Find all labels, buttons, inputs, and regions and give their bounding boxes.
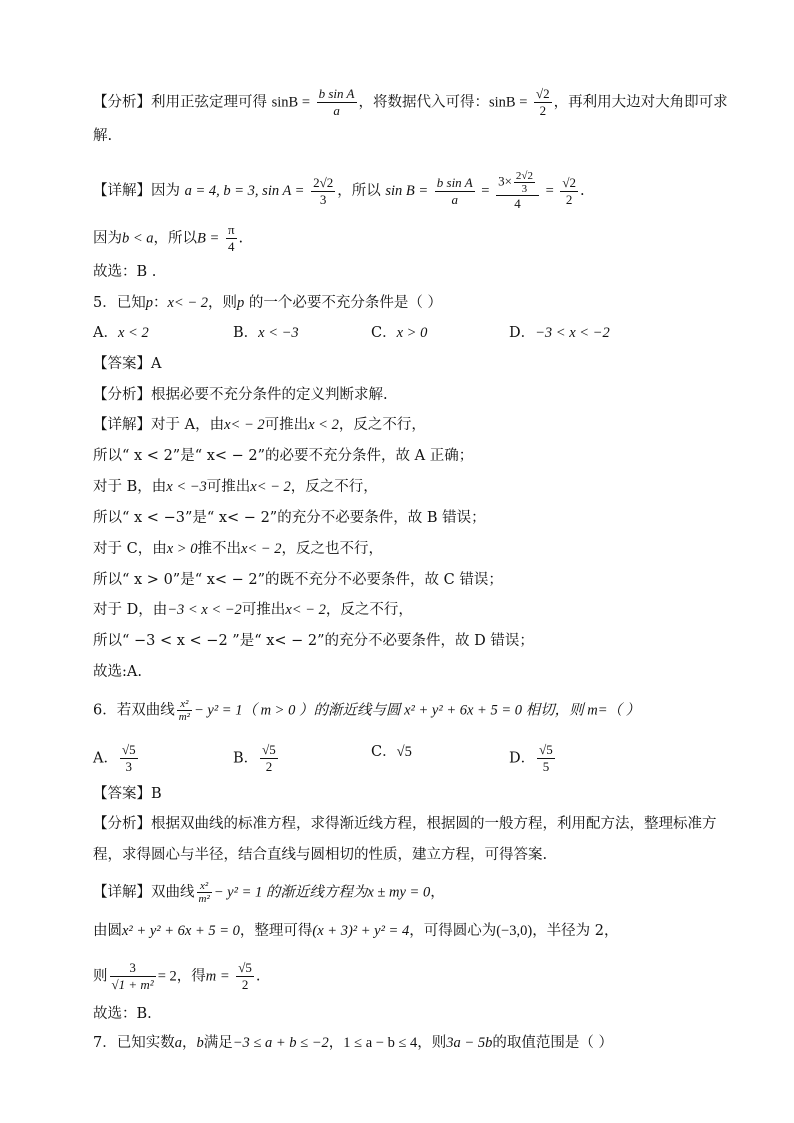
question-7-stem: 7．已知实数a，b满足−3 ≤ a + b ≤ −2，1 ≤ a − b ≤ 4，则3a − 5b的取值范围是（ ）	[93, 1035, 613, 1051]
option-b: B． $\frac{√5}{2}$	[233, 742, 276, 774]
question-5-stem: 5．已知p：x< − 2，则p 的一个必要不充分条件是（ ）	[93, 295, 442, 311]
choice-q4: 故选：B .	[93, 264, 157, 280]
detail-q6-line3: 则 $\frac{3}{\text{√1 + m²}}$ = 2，得m = $\frac{√5}{2}$ .	[93, 960, 261, 992]
detail-q4-line2: 因为b < a，所以B = $\frac{\pi}{4}$ .	[93, 222, 244, 254]
option-c: C．x > 0	[371, 325, 428, 341]
option-d: D．−3 < x < −2	[509, 325, 610, 341]
detail-q5-line1: 【详解】对于 A，由x< − 2可推出x < 2，反之不行，	[93, 417, 426, 433]
choice-q5: 故选:A.	[93, 664, 142, 680]
detail-q6-line2: 由圆x² + y² + 6x + 5 = 0，整理可得(x + 3)² + y² = 4，可得圆心为(−3,0)，半径为 2，	[93, 923, 619, 939]
option-a: A．x < 2	[93, 325, 149, 341]
analysis-q4-line1: 【分析】利用正弦定理可得 sinB = $\frac{\text{b sin A}}{a}$ ，将数据代入可得：sinB = $\frac{√2}{2}$ ，再利用大边对大角即可求	[93, 86, 728, 118]
analysis-tag: 【分析】	[93, 94, 151, 111]
detail-q5-line2: 所以“ x < 2”是“ x< − 2”的必要不充分条件，故 A 正确；	[93, 448, 474, 464]
analysis-q6-line1: 【分析】根据双曲线的标准方程，求得渐近线方程，根据圆的一般方程，利用配方法，整理标准方	[93, 816, 717, 832]
detail-q6-line1: 【详解】双曲线 $\frac{\text{x²}}{\text{m²}}$ − y² = 1 的渐近线方程为x ± my = 0，	[93, 880, 445, 905]
analysis-q6-line2: 程，求得圆心与半径，结合直线与圆相切的性质，建立方程，可得答案.	[93, 847, 548, 863]
detail-q5-line7: 对于 D，由−3 < x < −2可推出x< − 2，反之不行，	[93, 602, 413, 618]
option-b: B．x < −3	[233, 325, 299, 341]
answer-q5: 【答案】A	[93, 356, 162, 372]
question-6-stem: 6．若双曲线 $\frac{\text{x²}}{\text{m²}}$ − y² = 1（ m > 0 ）的渐近线与圆 x² + y² + 6x + 5 = 0 相切，则 m=（ ）	[93, 698, 641, 723]
fraction: $\frac{√2}{2}$	[536, 86, 550, 118]
fraction: $\frac{\text{b sin A}}{a}$	[318, 86, 355, 118]
option-c: C．√5	[371, 744, 412, 760]
detail-q5-line3: 对于 B，由x < −3可推出x< − 2，反之不行，	[93, 479, 378, 495]
analysis-q4-line2: 解.	[93, 128, 113, 144]
detail-q5-line4: 所以“ x < −3”是“ x< − 2”的充分不必要条件，故 B 错误；	[93, 510, 486, 526]
detail-q5-line5: 对于 C，由x > 0推不出x< − 2，反之也不行，	[93, 541, 383, 557]
analysis-q5: 【分析】根据必要不充分条件的定义判断求解.	[93, 387, 388, 403]
option-d: D． $\frac{√5}{5}$	[509, 742, 553, 774]
choice-q6: 故选：B.	[93, 1006, 152, 1022]
detail-q5-line8: 所以“ −3 < x < −2 ”是“ x< − 2”的充分不必要条件，故 D 错误；	[93, 633, 534, 649]
option-a: A． $\frac{√5}{3}$	[93, 742, 136, 774]
detail-tag: 【详解】	[93, 183, 151, 199]
detail-q4-line1: 【详解】因为 a = 4, b = 3, sin A = $\frac{2√2}{3}$ ，所以 sin B = $\frac{\text{b sin A}}{a}$ = 3× $\frac{2√2}{3}$ 4 = $\frac{√2}{2}$ .	[93, 170, 585, 211]
detail-q5-line6: 所以“ x > 0”是“ x< − 2”的既不充分不必要条件，故 C 错误；	[93, 572, 503, 588]
answer-q6: 【答案】B	[93, 786, 162, 802]
